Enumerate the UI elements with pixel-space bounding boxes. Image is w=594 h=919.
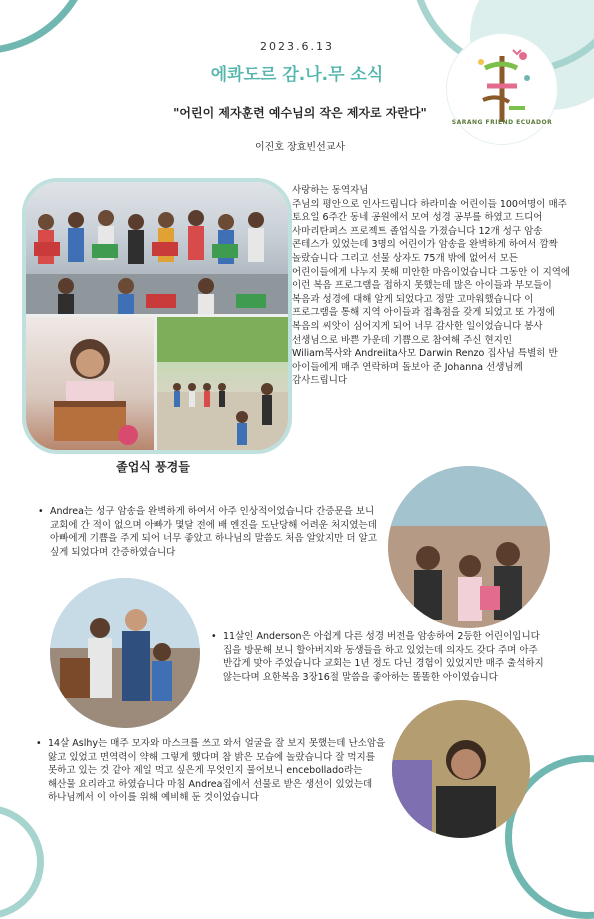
park-group-photo <box>157 317 288 450</box>
newsletter-title: 에콰도르 감.나.무 소식 <box>210 65 384 85</box>
story-text: 11살인 Anderson은 아쉽게 다른 성경 버전을 암송하여 2등한 어린이입니다 집을 방문해 보니 할아버지와 동생들을 하고 있었는데 의자도 갖다 주며 아주 반갑게 맞아 주었습니다 교회는 1년 정도 다닌 경험이 있었지만 매주 출석하지 않는다며 요한복음 3장16절 말씀을 좋아하는 똘똘한 아이였습니다 <box>223 631 544 683</box>
children-gift-boxes-image <box>26 182 288 314</box>
girl-gift-image <box>26 317 154 450</box>
andrea-family-photo <box>388 466 550 628</box>
story-aslhy <box>36 737 388 805</box>
logo-tree-icon <box>447 34 557 144</box>
anderson-family-photo <box>50 578 200 728</box>
park-people-image <box>157 317 288 450</box>
graduation-photo-collage <box>22 178 292 454</box>
family-image <box>388 466 550 628</box>
aslhy-image <box>392 700 530 838</box>
newsletter-author: 이진호 장효빈선교사 <box>254 142 346 153</box>
newsletter-date: 2023.6.13 <box>260 40 334 53</box>
girl-with-gift-photo <box>26 317 154 450</box>
intro-letter <box>292 184 574 388</box>
aslhy-photo <box>392 700 530 838</box>
story-anderson <box>211 630 561 684</box>
story-text: Andrea는 성구 암송을 완벽하게 하여서 아주 인상적이었습니다 간증문을 보니 교회에 간 적이 없으며 아빠가 몇달 전에 배 엔진을 도난당해 어려운 처지였는데 아빠에게 기쁨을 주게 되어 너무 좋았고 하나님의 말씀도 처음 알았지만 더 알고 싶게 되었다며 간증하였습니다 <box>50 506 377 558</box>
newsletter-subtitle: "어린이 제자훈련 예수님의 작은 제자로 자란다" <box>173 106 427 120</box>
story-text: 14살 Aslhy는 매주 모자와 마스크를 쓰고 와서 얼굴을 잘 보지 못했는데 난소암을 앓고 있었고 면역력이 약해 그렇게 했다며 참 밝은 모습에 놀랐습니다 잘 먹지를 못하고 있는 것 같아 제일 먹고 싶은게 무엇인지 물어보니 encebollado라는 해산물 요리라고 하였습니다 마침 Andrea집에서 선물로 받은 생선이 있었는데 하나님께서 이 아이를 위해 예비해 둔 것이었습니다 <box>48 738 386 804</box>
logo-caption: SARANG FRIEND ECUADOR <box>451 119 553 126</box>
bullet-dot: • <box>36 738 42 749</box>
ministry-logo <box>447 34 557 144</box>
intro-greeting: 사랑하는 동역자님 <box>292 185 369 196</box>
graduation-group-photo <box>26 182 288 314</box>
bullet-dot: • <box>211 631 217 642</box>
anderson-image <box>50 578 200 728</box>
bullet-dot: • <box>38 506 44 517</box>
decor-arc-bottom-left <box>0 805 44 919</box>
gallery-caption: 졸업식 풍경들 <box>116 460 190 474</box>
story-andrea <box>38 505 390 559</box>
intro-paragraph: 주님의 평안으로 인사드립니다 하라미솔 어린이들 100여명이 매주 토요일 6주간 동네 공원에서 모여 성경 공부를 하였고 드디어 사마리탄퍼스 프로젝트 졸업식을 가졌습니다 12개 성구 암송 콘테스가 있었는데 3명의 어린이가 암송을 완벽하게 하여서 깜짝 놀랐습니다 그리고 선물 상자도 75개 밖에 없어서 모든 어린이들에게 나누지 못해 미안한 마음이었습니다 그동안 이 지역에 이런 복음 프로그램을 접하지 못했는데 많은 아이들과 부모들이 복음과 성경에 대해 알게 되었다고 정말 고마워했습니다 이 프로그램을 통해 지역 아이들과 접촉점을 갖게 되었고 또 가정에 복음의 씨앗이 심어지게 되어 너무 감사한 일이었습니다 봉사 선생님으로 바쁜 가운데 기쁨으로 참여해 주신 현지인 Wiliam목사와 Andreiita사모 Darwin Renzo 집사님 특별히 반 아이들에게 매주 연락하며 돌보아 준 Johanna 선생님께 감사드립니다 <box>292 198 571 387</box>
